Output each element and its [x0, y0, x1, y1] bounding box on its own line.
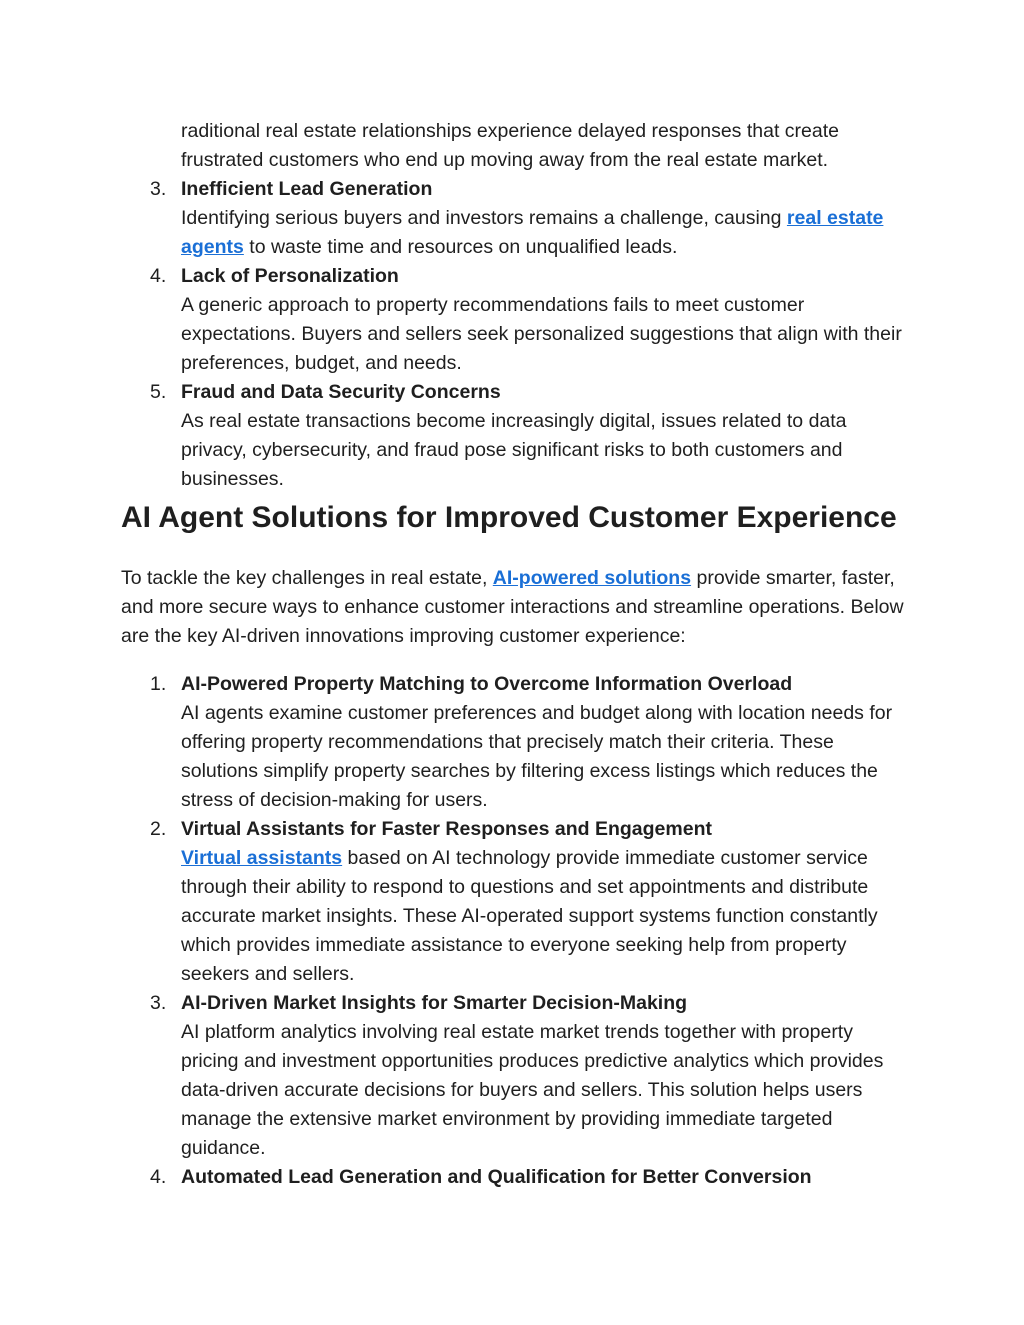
item-body: As real estate transactions become increasingly digital, issues related to data privacy, cybersecurity, and fraud pose significant risks to both customers and businesses. — [181, 410, 847, 490]
item-title: Lack of Personalization — [181, 265, 399, 287]
challenges-list — [121, 175, 911, 494]
item-body — [181, 204, 911, 262]
item-title: Automated Lead Generation and Qualification for Better Conversion — [181, 1166, 812, 1188]
item-body-text: Identifying serious buyers and investors remains a challenge, causing — [181, 207, 787, 229]
item-body: AI agents examine customer preferences and budget along with location needs for offering property recommendations that precisely match their criteria. These solutions simplify property searches by filtering excess listings which reduces the stress of decision-making for users. — [181, 702, 893, 811]
item-title: AI-Driven Market Insights for Smarter Decision-Making — [181, 992, 688, 1014]
list-number: 4. — [150, 1166, 167, 1188]
item-title: AI-Powered Property Matching to Overcome Information Overload — [181, 673, 793, 695]
list-item — [121, 670, 911, 815]
list-number: 3. — [150, 992, 167, 1014]
list-item — [121, 815, 911, 989]
list-number: 5. — [150, 381, 167, 403]
item-body-text: to waste time and resources on unqualified leads. — [243, 236, 678, 258]
item-title: Virtual Assistants for Faster Responses and Engagement — [181, 818, 712, 840]
list-number: 1. — [150, 673, 167, 695]
item-body: AI platform analytics involving real estate market trends together with property pricing and investment opportunities produces predictive analytics which provides data-driven accurate decisions for buyers and sellers. This solution helps users manage the extensive market environment by providing immediate targeted guidance. — [181, 1021, 884, 1159]
item-body: A generic approach to property recommendations fails to meet customer expectations. Buyers and sellers seek personalized suggestions that align with their preferences, budget, and needs. — [181, 294, 902, 374]
item-body-text: based on AI technology provide immediate customer service through their ability to respond to questions and set appointments and distribute accurate market insights. These AI-operated support systems function constantly which provides immediate assistance to everyone seeking help from property seekers and sellers. — [181, 847, 878, 985]
list-number: 2. — [150, 818, 167, 840]
document-content — [121, 117, 911, 1192]
list-number: 4. — [150, 265, 167, 287]
list-item — [121, 175, 911, 262]
continuation-paragraph: raditional real estate relationships experience delayed responses that create frustrated customers who end up moving away from the real estate market. — [181, 120, 839, 171]
item-body — [181, 844, 911, 989]
list-item — [121, 1163, 911, 1192]
item-title: Inefficient Lead Generation — [181, 178, 433, 200]
list-item — [121, 989, 911, 1163]
list-item — [121, 262, 911, 378]
section-heading: AI Agent Solutions for Improved Customer Experience — [121, 501, 897, 534]
list-number: 3. — [150, 178, 167, 200]
list-item — [121, 378, 911, 494]
real-estate-agents-link[interactable]: real estate agents — [181, 207, 884, 258]
ai-powered-solutions-link[interactable]: AI-powered solutions — [492, 567, 692, 589]
solutions-list — [121, 670, 911, 1192]
intro-text: provide smarter, faster, and more secure ways to enhance customer interactions and streamline operations. Below are the key AI-driven innovations improving customer experience: — [121, 567, 904, 647]
item-title: Fraud and Data Security Concerns — [181, 381, 501, 403]
intro-text: To tackle the key challenges in real estate, — [121, 567, 493, 589]
virtual-assistants-link[interactable]: Virtual assistants — [181, 847, 343, 869]
intro-paragraph — [121, 564, 911, 651]
